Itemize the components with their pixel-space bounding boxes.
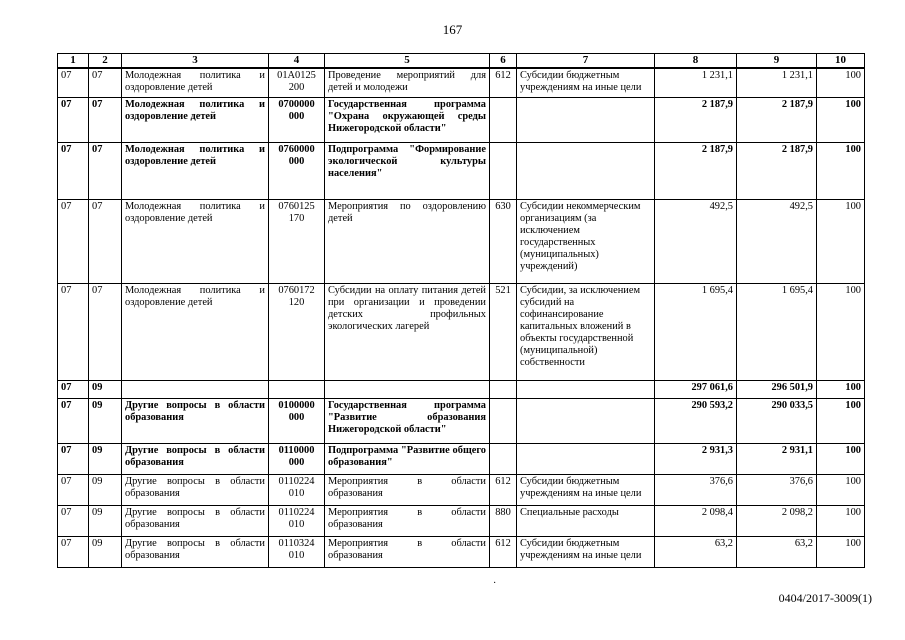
execution-percent-cell: 100 <box>817 443 865 474</box>
subsection-code-cell: 07 <box>89 142 122 199</box>
section-code-cell: 07 <box>58 380 89 398</box>
table-row <box>58 398 865 443</box>
execution-percent-cell: 100 <box>817 142 865 199</box>
executed-amount-cell: 1 695,4 <box>737 283 817 380</box>
section-code-cell: 07 <box>58 536 89 567</box>
expense-type-name-cell: Специальные расходы <box>517 505 655 536</box>
expense-type-name-cell <box>517 142 655 199</box>
column-header-10: 10 <box>817 54 865 69</box>
section-code-cell: 07 <box>58 283 89 380</box>
table-row <box>58 443 865 474</box>
column-header-3: 3 <box>122 54 269 69</box>
target-article-name-cell: Мероприятия в области образования <box>325 474 490 505</box>
planned-amount-cell: 1 695,4 <box>655 283 737 380</box>
target-article-code-cell: 0760125 170 <box>269 199 325 283</box>
expense-type-code-cell <box>490 142 517 199</box>
column-header-7: 7 <box>517 54 655 69</box>
target-article-name-cell: Мероприятия по оздоровлению детей <box>325 199 490 283</box>
subsection-name-cell <box>122 380 269 398</box>
column-header-2: 2 <box>89 54 122 69</box>
page-number: 167 <box>442 22 463 37</box>
executed-amount-cell: 1 231,1 <box>737 68 817 97</box>
executed-amount-cell: 296 501,9 <box>737 380 817 398</box>
subsection-code-cell: 09 <box>89 474 122 505</box>
subsection-name-cell: Другие вопросы в области образования <box>122 398 269 443</box>
subsection-name-cell: Молодежная политика и оздоровление детей <box>122 68 269 97</box>
expense-type-code-cell <box>490 398 517 443</box>
execution-percent-cell: 100 <box>817 474 865 505</box>
expense-type-name-cell: Субсидии бюджетным учреждениям на иные цели <box>517 536 655 567</box>
table-row <box>58 283 865 380</box>
target-article-code-cell: 0110224 010 <box>269 474 325 505</box>
expense-type-code-cell <box>490 380 517 398</box>
target-article-name-cell: Проведение мероприятий для детей и молодежи <box>325 68 490 97</box>
execution-percent-cell: 100 <box>817 283 865 380</box>
target-article-name-cell: Подпрограмма "Формирование экологической культуры населения" <box>325 142 490 199</box>
expense-type-name-cell: Субсидии бюджетным учреждениям на иные цели <box>517 474 655 505</box>
subsection-name-cell: Молодежная политика и оздоровление детей <box>122 199 269 283</box>
section-code-cell: 07 <box>58 474 89 505</box>
planned-amount-cell: 63,2 <box>655 536 737 567</box>
expense-type-name-cell <box>517 398 655 443</box>
target-article-code-cell: 0760000 000 <box>269 142 325 199</box>
execution-percent-cell: 100 <box>817 199 865 283</box>
expense-type-code-cell: 630 <box>490 199 517 283</box>
section-code-cell: 07 <box>58 97 89 142</box>
expense-type-code-cell: 612 <box>490 68 517 97</box>
expense-type-name-cell: Субсидии некоммерческим организациям (за исключением государственных (муниципальных) учреждений) <box>517 199 655 283</box>
subsection-name-cell: Молодежная политика и оздоровление детей <box>122 142 269 199</box>
budget-table <box>57 53 865 568</box>
execution-percent-cell: 100 <box>817 536 865 567</box>
planned-amount-cell: 2 187,9 <box>655 142 737 199</box>
target-article-code-cell: 0760172 120 <box>269 283 325 380</box>
expense-type-name-cell: Субсидии, за исключением субсидий на софинансирование капитальных вложений в объекты государственной (муниципальной) собственности <box>517 283 655 380</box>
executed-amount-cell: 2 187,9 <box>737 97 817 142</box>
table-row <box>58 505 865 536</box>
subsection-code-cell: 07 <box>89 68 122 97</box>
executed-amount-cell: 492,5 <box>737 199 817 283</box>
target-article-code-cell: 01А0125 200 <box>269 68 325 97</box>
table-row <box>58 380 865 398</box>
expense-type-name-cell <box>517 97 655 142</box>
target-article-name-cell <box>325 380 490 398</box>
target-article-name-cell: Государственная программа "Развитие образования Нижегородской области" <box>325 398 490 443</box>
column-header-6: 6 <box>490 54 517 69</box>
expense-type-code-cell <box>490 443 517 474</box>
planned-amount-cell: 290 593,2 <box>655 398 737 443</box>
table-row <box>58 97 865 142</box>
execution-percent-cell: 100 <box>817 505 865 536</box>
target-article-name-cell: Мероприятия в области образования <box>325 505 490 536</box>
section-code-cell: 07 <box>58 68 89 97</box>
execution-percent-cell: 100 <box>817 68 865 97</box>
subsection-name-cell: Другие вопросы в области образования <box>122 443 269 474</box>
executed-amount-cell: 63,2 <box>737 536 817 567</box>
page-mark: · <box>493 578 497 589</box>
target-article-code-cell: 0110224 010 <box>269 505 325 536</box>
subsection-name-cell: Другие вопросы в области образования <box>122 536 269 567</box>
executed-amount-cell: 2 931,1 <box>737 443 817 474</box>
table-body <box>58 68 865 567</box>
planned-amount-cell: 1 231,1 <box>655 68 737 97</box>
table-header <box>58 54 865 69</box>
table-header-row <box>58 54 865 69</box>
section-code-cell: 07 <box>58 199 89 283</box>
planned-amount-cell: 376,6 <box>655 474 737 505</box>
target-article-code-cell <box>269 380 325 398</box>
planned-amount-cell: 2 098,4 <box>655 505 737 536</box>
section-code-cell: 07 <box>58 142 89 199</box>
subsection-code-cell: 09 <box>89 505 122 536</box>
subsection-code-cell: 09 <box>89 443 122 474</box>
subsection-code-cell: 09 <box>89 380 122 398</box>
subsection-code-cell: 09 <box>89 536 122 567</box>
target-article-code-cell: 0110000 000 <box>269 443 325 474</box>
expense-type-code-cell: 521 <box>490 283 517 380</box>
expense-type-code-cell: 880 <box>490 505 517 536</box>
subsection-code-cell: 09 <box>89 398 122 443</box>
executed-amount-cell: 2 187,9 <box>737 142 817 199</box>
target-article-code-cell: 0700000 000 <box>269 97 325 142</box>
column-header-5: 5 <box>325 54 490 69</box>
document-code: 0404/2017-3009(1) <box>778 591 872 605</box>
column-header-4: 4 <box>269 54 325 69</box>
target-article-name-cell: Мероприятия в области образования <box>325 536 490 567</box>
execution-percent-cell: 100 <box>817 97 865 142</box>
table-row <box>58 474 865 505</box>
expense-type-name-cell <box>517 380 655 398</box>
executed-amount-cell: 376,6 <box>737 474 817 505</box>
planned-amount-cell: 2 187,9 <box>655 97 737 142</box>
target-article-code-cell: 0110324 010 <box>269 536 325 567</box>
section-code-cell: 07 <box>58 443 89 474</box>
table-row <box>58 199 865 283</box>
planned-amount-cell: 297 061,6 <box>655 380 737 398</box>
expense-type-code-cell: 612 <box>490 474 517 505</box>
subsection-name-cell: Другие вопросы в области образования <box>122 474 269 505</box>
executed-amount-cell: 2 098,2 <box>737 505 817 536</box>
target-article-name-cell: Государственная программа "Охрана окружающей среды Нижегородской области" <box>325 97 490 142</box>
table-row <box>58 68 865 97</box>
section-code-cell: 07 <box>58 505 89 536</box>
expense-type-name-cell: Субсидии бюджетным учреждениям на иные цели <box>517 68 655 97</box>
column-header-8: 8 <box>655 54 737 69</box>
target-article-name-cell: Подпрограмма "Развитие общего образования" <box>325 443 490 474</box>
table-row <box>58 536 865 567</box>
expense-type-code-cell <box>490 97 517 142</box>
subsection-name-cell: Другие вопросы в области образования <box>122 505 269 536</box>
column-header-1: 1 <box>58 54 89 69</box>
execution-percent-cell: 100 <box>817 398 865 443</box>
planned-amount-cell: 492,5 <box>655 199 737 283</box>
subsection-code-cell: 07 <box>89 97 122 142</box>
subsection-name-cell: Молодежная политика и оздоровление детей <box>122 97 269 142</box>
expense-type-code-cell: 612 <box>490 536 517 567</box>
expense-type-name-cell <box>517 443 655 474</box>
subsection-name-cell: Молодежная политика и оздоровление детей <box>122 283 269 380</box>
execution-percent-cell: 100 <box>817 380 865 398</box>
section-code-cell: 07 <box>58 398 89 443</box>
subsection-code-cell: 07 <box>89 283 122 380</box>
executed-amount-cell: 290 033,5 <box>737 398 817 443</box>
planned-amount-cell: 2 931,3 <box>655 443 737 474</box>
column-header-9: 9 <box>737 54 817 69</box>
target-article-name-cell: Субсидии на оплату питания детей при организации и проведении детских профильных экологических лагерей <box>325 283 490 380</box>
subsection-code-cell: 07 <box>89 199 122 283</box>
target-article-code-cell: 0100000 000 <box>269 398 325 443</box>
table-row <box>58 142 865 199</box>
